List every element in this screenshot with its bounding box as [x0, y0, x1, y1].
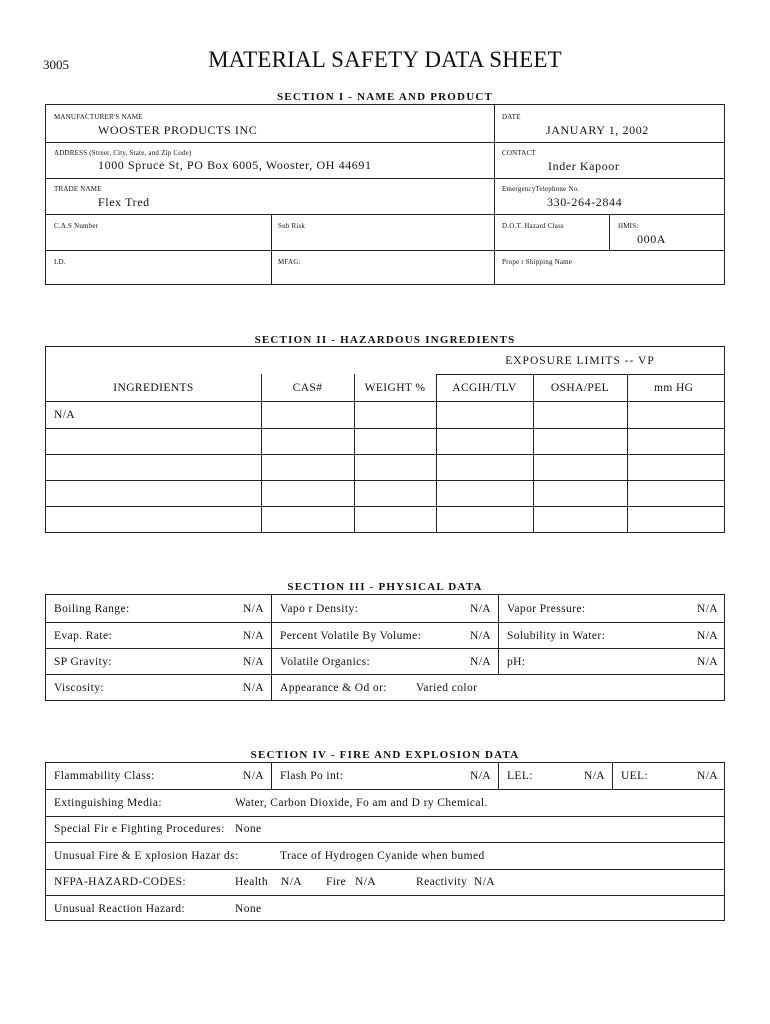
col-acgih: ACGIH/TLV: [452, 382, 517, 394]
viscosity-label: Viscosity:: [54, 682, 104, 694]
evap-rate-label: Evap. Rate:: [54, 630, 113, 642]
vapor-pressure-value: N/A: [696, 603, 718, 615]
extinguishing-media-label: Extinguishing Media:: [54, 797, 162, 809]
health-label: Health: [235, 876, 269, 888]
ph-value: N/A: [696, 656, 718, 668]
volatile-organics-value: N/A: [469, 656, 491, 668]
solubility-value: N/A: [696, 630, 718, 642]
flammability-value: N/A: [242, 770, 264, 782]
boiling-range-label: Boiling Range:: [54, 603, 130, 615]
reaction-hazard-label: Unusual Reaction Hazard:: [54, 903, 185, 915]
contact-value: Inder Kapoor: [548, 159, 620, 173]
special-procedures-value: None: [235, 823, 262, 835]
section-1-table: [45, 104, 725, 285]
col-osha: OSHA/PEL: [550, 382, 610, 394]
appearance-value: Varied color: [416, 682, 478, 694]
ingredients-table: [45, 346, 725, 533]
percent-volatile-value: N/A: [469, 630, 491, 642]
flash-point-label: Flash Po int:: [280, 770, 344, 782]
col-weight: WEIGHT %: [364, 382, 426, 394]
unusual-hazards-value: Trace of Hydrogen Cyanide when bumed: [280, 850, 485, 862]
volatile-organics-label: Volatile Organics:: [280, 656, 371, 668]
exposure-limits-heading: EXPOSURE LIMITS -- VP: [505, 355, 655, 367]
date-value: JANUARY 1, 2002: [546, 123, 649, 137]
trade-name-value: Flex Tred: [98, 195, 150, 209]
uel-value: N/A: [696, 770, 718, 782]
special-procedures-label: Special Fir e Fighting Procedures:: [54, 823, 225, 835]
sp-gravity-label: SP Gravity:: [54, 656, 112, 668]
flammability-label: Flammability Class:: [54, 770, 155, 782]
id-label: I.D.: [54, 258, 66, 266]
date-label: DATE: [502, 113, 521, 121]
emergency-phone-value: 330-264-2844: [547, 195, 623, 209]
lel-value: N/A: [583, 770, 605, 782]
section-3-heading: SECTION III - PHYSICAL DATA: [287, 581, 483, 593]
shipping-name-label: Prope r Shipping Name: [502, 258, 573, 266]
section-1-heading: SECTION I - NAME AND PRODUCT: [276, 91, 494, 103]
extinguishing-media-value: Water, Carbon Dioxide, Fo am and D ry Chemical.: [235, 797, 488, 809]
reaction-hazard-value: None: [235, 903, 262, 915]
manufacturer-label: MANUFACTURER'S NAME: [54, 113, 143, 121]
appearance-label: Appearance & Od or:: [280, 682, 387, 694]
vapor-density-label: Vapo r Density:: [280, 603, 359, 615]
address-label: ADDRESS (Street, City, State, and Zip Code): [54, 149, 192, 157]
ph-label: pH:: [507, 656, 526, 668]
nfpa-codes-label: NFPA-HAZARD-CODES:: [54, 876, 187, 888]
vapor-pressure-label: Vapor Pressure:: [507, 603, 586, 615]
address-value: 1000 Spruce St, PO Box 6005, Wooster, OH 44691: [98, 158, 372, 172]
hmis-value: 000A: [637, 232, 667, 246]
evap-rate-value: N/A: [242, 630, 264, 642]
document-title: MATERIAL SAFETY DATA SHEET: [208, 47, 562, 72]
reactivity-label: Reactivity: [416, 876, 468, 888]
emergency-phone-label: EmergencyTelephone No.: [502, 185, 580, 193]
uel-label: UEL:: [621, 770, 649, 782]
mfag-label: MFAG:: [278, 258, 301, 266]
document-number: 3005: [43, 57, 69, 72]
ingredient-row-1: N/A: [54, 409, 76, 421]
cas-number-label: C.A.S Number: [54, 222, 99, 230]
fire-value: N/A: [355, 876, 377, 888]
col-mmhg: mm HG: [654, 382, 694, 394]
reactivity-value: N/A: [474, 876, 496, 888]
lel-label: LEL:: [507, 770, 533, 782]
vapor-density-value: N/A: [469, 603, 491, 615]
col-cas: CAS#: [292, 382, 323, 394]
fire-explosion-table: [45, 762, 725, 921]
trade-name-label: TRADE NAME: [54, 185, 102, 193]
section-4-heading: SECTION IV - FIRE AND EXPLOSION DATA: [250, 749, 520, 761]
percent-volatile-label: Percent Volatile By Volume:: [280, 630, 422, 642]
col-ingredients: INGREDIENTS: [113, 382, 194, 394]
physical-data-table: [45, 594, 725, 701]
dot-hazard-label: D.O.T. Hazard Class: [502, 222, 564, 230]
flash-point-value: N/A: [469, 770, 491, 782]
manufacturer-value: WOOSTER PRODUCTS INC: [98, 123, 258, 137]
unusual-hazards-label: Unusual Fire & E xplosion Hazar ds:: [54, 850, 239, 862]
hmis-label: HMIS:: [618, 222, 639, 230]
contact-label: CONTACT: [502, 149, 536, 157]
sp-gravity-value: N/A: [242, 656, 264, 668]
solubility-label: Solubility in Water:: [507, 630, 606, 642]
boiling-range-value: N/A: [242, 603, 264, 615]
health-value: N/A: [281, 876, 303, 888]
sub-risk-label: Sub Risk: [278, 222, 306, 230]
viscosity-value: N/A: [242, 682, 264, 694]
fire-label: Fire: [326, 876, 347, 888]
section-2-heading: SECTION II - HAZARDOUS INGREDIENTS: [254, 334, 516, 346]
